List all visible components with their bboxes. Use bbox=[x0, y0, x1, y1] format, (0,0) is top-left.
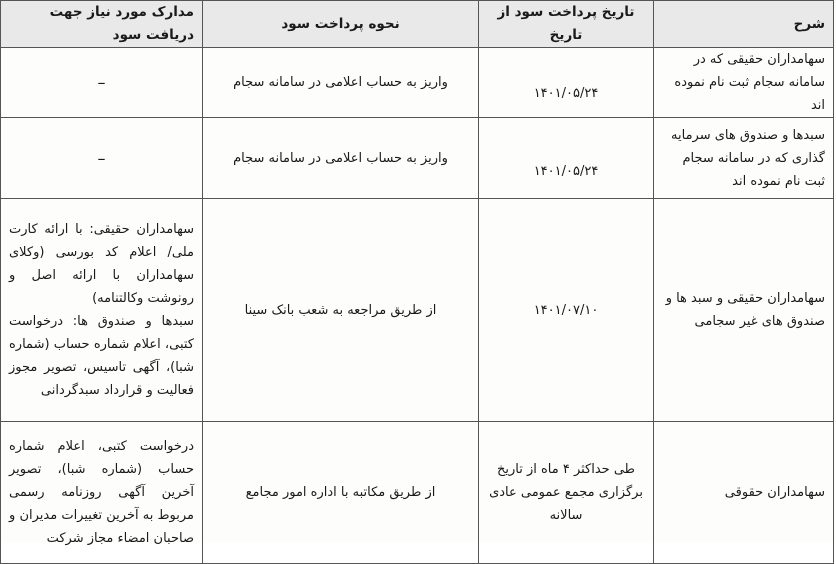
table-row bbox=[1, 422, 834, 564]
row-payment-method: واریز به حساب اعلامی در سامانه سجام bbox=[203, 118, 479, 199]
row-description: سبدها و صندوق های سرمایه گذاری که در سامانه سجام ثبت نام نموده اند bbox=[654, 118, 834, 199]
table-header-row bbox=[1, 1, 834, 48]
required-docs-individuals: سهامداران حقیقی: با ارائه کارت ملی/ اعلام کد بورسی (وکلای سهامداران با ارائه اصل و رونوشت وکالتنامه) bbox=[9, 222, 194, 306]
row-payment-date bbox=[479, 48, 654, 118]
table-row bbox=[1, 199, 834, 422]
row-payment-date: ۱۴۰۱/۰۷/۱۰ bbox=[479, 199, 654, 422]
row-payment-method: از طریق مراجعه به شعب بانک سینا bbox=[203, 199, 479, 422]
row-required-docs: درخواست کتبی، اعلام شماره حساب (شماره شبا)، تصویر آخرین آگهی روزنامه رسمی مربوط به آخرین تغییرات مدیران و صاحبان امضاء مجاز شرکت bbox=[1, 422, 203, 564]
row-description: سهامداران حقیقی که در سامانه سجام ثبت نام نموده اند bbox=[654, 48, 834, 118]
row-description: سهامداران حقیقی و سبد ها و صندوق های غیر سجامی bbox=[654, 199, 834, 422]
row-required-docs: – bbox=[1, 118, 203, 199]
table-row bbox=[1, 118, 834, 199]
row-payment-method: واریز به حساب اعلامی در سامانه سجام bbox=[203, 48, 479, 118]
header-description: شرح bbox=[654, 1, 834, 48]
header-payment-date: تاریخ پرداخت سود از تاریخ bbox=[479, 1, 654, 48]
row-payment-date-value: ۱۴۰۱/۰۵/۲۴ bbox=[533, 163, 599, 179]
header-required-docs: مدارک مورد نیاز جهت دریافت سود bbox=[1, 1, 203, 48]
row-payment-method: از طریق مکاتبه با اداره امور مجامع bbox=[203, 422, 479, 564]
row-required-docs: – bbox=[1, 48, 203, 118]
header-payment-method: نحوه پرداخت سود bbox=[203, 1, 479, 48]
row-required-docs bbox=[1, 199, 203, 422]
table-row bbox=[1, 48, 834, 118]
row-payment-date-value: ۱۴۰۱/۰۵/۲۴ bbox=[533, 86, 599, 101]
row-payment-date bbox=[479, 118, 654, 199]
required-docs-funds: سبدها و صندوق ها: درخواست کتبی، اعلام شماره حساب (شماره شبا)، آگهی تاسیس، تصویر مجوز فعالیت و قرارداد سبدگردانی bbox=[9, 314, 194, 398]
row-payment-date: طی حداکثر ۴ ماه از تاریخ برگزاری مجمع عمومی عادی سالانه bbox=[479, 422, 654, 564]
row-description: سهامداران حقوقی bbox=[654, 422, 834, 564]
